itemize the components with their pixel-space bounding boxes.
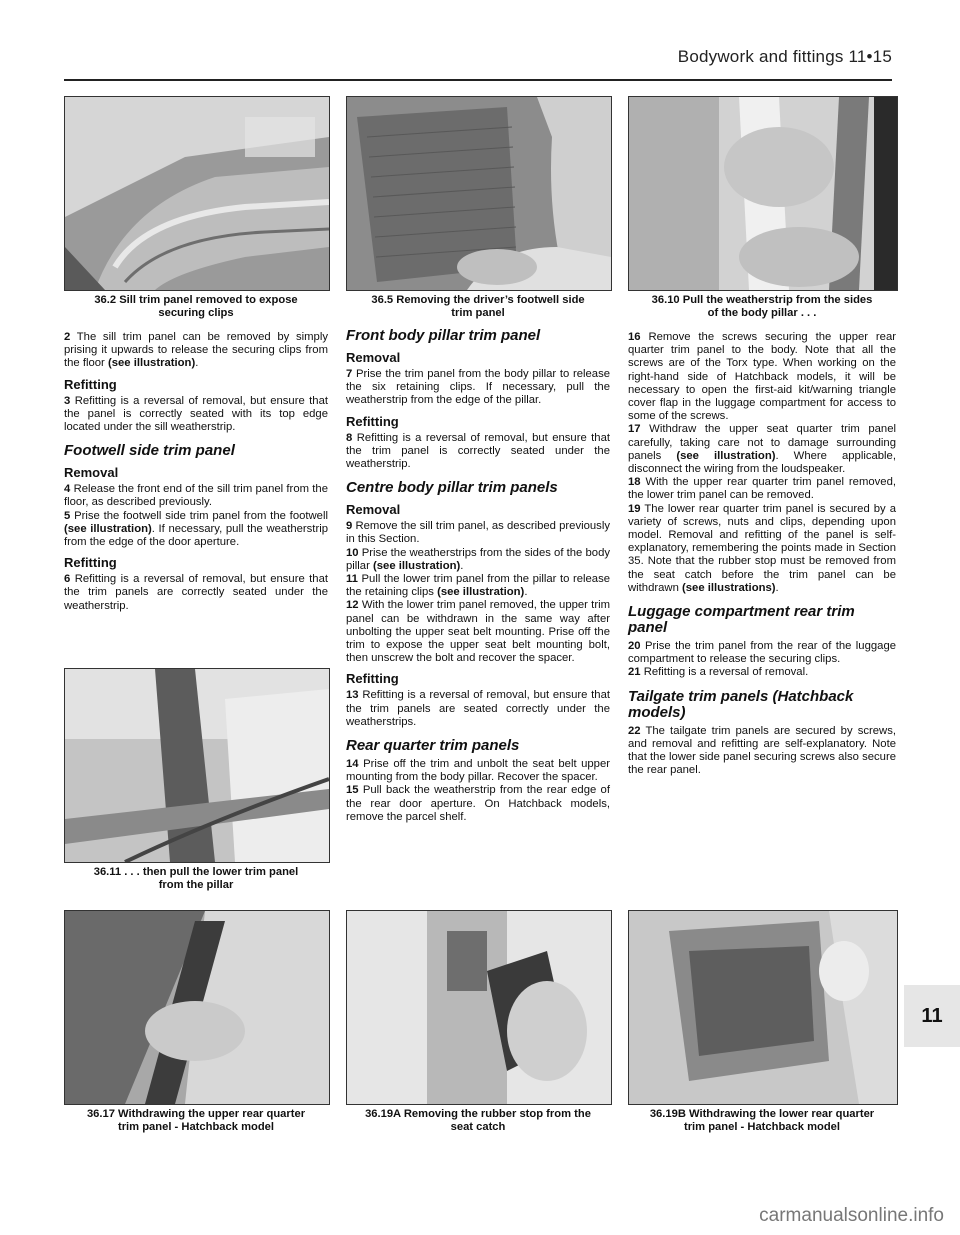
caption-line: trim panel - Hatchback model xyxy=(117,1121,275,1133)
chapter-tab: 11 xyxy=(904,985,960,1047)
caption-36-10 xyxy=(628,294,896,320)
caption-line: trim panel - Hatchback model xyxy=(683,1121,841,1133)
step-text: . xyxy=(460,559,464,572)
step-text: Refitting is a reversal of removal, but ensure that the panel is correctly seated with its top edge located under the sill weatherstrip. xyxy=(64,394,329,434)
step-text: Refitting is a reversal of removal, but ensure that the trim panels are correctly seated under the weatherstrip. xyxy=(64,573,329,612)
step-number: 18 xyxy=(628,476,641,489)
step-number: 11 xyxy=(346,573,358,586)
caption-36-2 xyxy=(64,294,328,320)
heading-refitting: Refitting xyxy=(346,671,399,687)
heading-footwell: Footwell side trim panel xyxy=(64,442,235,460)
step-text: . If necessary, pull the weatherstrip from the edge of the door aperture. xyxy=(64,522,328,549)
step-text: . xyxy=(775,581,779,594)
step-text: Pull back the weatherstrip from the rear edge of the rear door aperture. On Hatchback models, remove the parcel shelf. xyxy=(346,784,610,823)
paragraph-11 xyxy=(346,573,610,599)
step-text: . Where applicable, disconnect the wiring from the loudspeaker. xyxy=(628,449,896,476)
step-text: Refitting is a reversal of removal. xyxy=(643,666,809,679)
photo-rubber-stop-seat-catch xyxy=(346,910,612,1105)
text-column-2 xyxy=(346,324,610,824)
step-text: Pull the lower trim panel from the pillar to release the retaining clips xyxy=(346,573,611,599)
step-number: 10 xyxy=(346,546,359,559)
caption-36-11 xyxy=(64,866,328,892)
illustration-ref: (see illustrations) xyxy=(682,581,776,594)
step-text: Remove the screws securing the upper rear quarter trim panel to the body. Note that all the screws are of the Torx type. When working on the right-hand side of Hatchback models, it will be necessary to open the first-aid kit/warning triangle cover flap in the luggage compartment for access to some of the screws. xyxy=(628,331,896,423)
step-text: Prise off the trim and unbolt the seat belt upper mounting from the body pillar. Recover the spacer. xyxy=(346,758,610,784)
step-number: 14 xyxy=(346,758,359,771)
photo-lower-rear-quarter-trim xyxy=(628,910,898,1105)
photo-upper-rear-quarter-trim xyxy=(64,910,330,1105)
caption-line: 36.19B Withdrawing the lower rear quarter xyxy=(649,1108,875,1120)
caption-36-19a xyxy=(346,1108,610,1134)
step-number: 3 xyxy=(64,394,71,407)
caption-line: 36.11 . . . then pull the lower trim panel xyxy=(93,866,299,878)
step-text: . xyxy=(524,586,528,599)
step-text: . xyxy=(195,357,199,370)
step-text: With the lower trim panel removed, the upper trim panel can be withdrawn in the same way after unbolting the upper seat belt mounting. Prise off the trim to expose the upper seat belt mounting bolt, then unscrew the bolt and recover the spacer. xyxy=(346,599,611,665)
step-number: 9 xyxy=(346,520,353,533)
heading-removal: Removal xyxy=(346,502,401,518)
caption-line: from the pillar xyxy=(158,879,234,891)
caption-line: 36.5 Removing the driver’s footwell side xyxy=(371,294,585,306)
step-text: Prise the trim panel from the body pillar to release the six retaining clips. If necessary, pull the weatherstrip from the edge of the pillar. xyxy=(346,368,610,407)
step-number: 21 xyxy=(628,666,641,679)
step-text: The sill trim panel can be removed by simply prising it upwards to release the securing clips from the floor xyxy=(64,331,329,370)
paragraph-7 xyxy=(346,368,610,408)
photo-sill-trim-panel xyxy=(64,96,330,291)
paragraph-3 xyxy=(64,395,328,435)
paragraph-18 xyxy=(628,476,896,502)
paragraph-19 xyxy=(628,503,896,595)
paragraph-15 xyxy=(346,784,610,824)
step-number: 12 xyxy=(346,599,359,612)
paragraph-13 xyxy=(346,689,610,729)
caption-line: seat catch xyxy=(450,1121,506,1133)
caption-line: securing clips xyxy=(158,307,234,319)
caption-line: 36.17 Withdrawing the upper rear quarter xyxy=(86,1108,306,1120)
photo-lower-trim-panel xyxy=(64,668,330,863)
heading-refitting: Refitting xyxy=(346,413,399,429)
heading-luggage: Luggage compartment rear trim panel xyxy=(628,603,855,637)
photo-footwell-side-trim xyxy=(346,96,612,291)
text-column-1 xyxy=(64,331,328,613)
illustration-ref: (see illustration) xyxy=(676,449,776,462)
paragraph-14 xyxy=(346,758,610,784)
caption-line: 36.2 Sill trim panel removed to expose xyxy=(94,294,298,306)
text-column-3 xyxy=(628,331,896,777)
paragraph-21 xyxy=(628,666,896,679)
paragraph-9 xyxy=(346,520,610,546)
page-header-title: Bodywork and fittings 11•15 xyxy=(677,47,892,66)
caption-line: 36.10 Pull the weatherstrip from the sides xyxy=(651,294,873,306)
step-text: With the upper rear quarter trim panel removed, the lower trim panel can be removed. xyxy=(628,476,896,502)
heading-front-pillar: Front body pillar trim panel xyxy=(346,327,541,344)
heading-removal: Removal xyxy=(64,465,119,481)
paragraph-16 xyxy=(628,331,896,423)
paragraph-20 xyxy=(628,640,896,666)
illustration-ref: (see illustration) xyxy=(107,357,196,370)
step-number: 6 xyxy=(64,573,71,586)
step-number: 17 xyxy=(628,423,641,436)
step-text: Prise the footwell side trim panel from the footwell xyxy=(74,509,328,522)
step-text: Refitting is a reversal of removal, but ensure that the trim panels are seated correctly under the weatherstrips. xyxy=(346,689,611,728)
illustration-ref: (see illustration) xyxy=(64,522,152,535)
photo-weatherstrip-pillar xyxy=(628,96,898,291)
paragraph-8 xyxy=(346,432,610,472)
step-number: 15 xyxy=(346,784,359,797)
step-text: The lower rear quarter trim panel is secured by a variety of screws, nuts and clips, depending upon model. Removal and refitting of the panel is self-explanatory, remembering the points made in Section 35. Note that the rubber stop must be removed from the seat catch before the trim panel can be withdrawn xyxy=(628,502,896,594)
step-text: Withdraw the upper seat quarter trim panel carefully, taking care not to damage surrounding panels xyxy=(628,423,896,462)
step-text: Refitting is a reversal of removal, but ensure that the trim panel is correctly seated under the weatherstrip. xyxy=(346,431,611,471)
caption-36-19b xyxy=(628,1108,896,1134)
step-text: Remove the sill trim panel, as described previously in this Section. xyxy=(346,520,610,546)
paragraph-4 xyxy=(64,483,328,509)
step-text: Release the front end of the sill trim panel from the floor, as described previously. xyxy=(64,483,328,509)
step-text: Prise the trim panel from the rear of the luggage compartment to release the securing clips. xyxy=(628,640,897,666)
heading-refitting: Refitting xyxy=(64,555,117,571)
step-number: 5 xyxy=(64,509,71,522)
heading-centre-pillar: Centre body pillar trim panels xyxy=(346,479,558,497)
heading-rear-quarter: Rear quarter trim panels xyxy=(346,737,520,755)
paragraph-10 xyxy=(346,547,610,573)
step-number: 2 xyxy=(64,331,71,343)
step-number: 19 xyxy=(628,502,641,515)
step-number: 13 xyxy=(346,689,359,702)
watermark: carmanualsonline.info xyxy=(759,1205,944,1226)
paragraph-6 xyxy=(64,573,328,613)
header-rule xyxy=(64,79,892,81)
heading-refitting: Refitting xyxy=(64,376,117,392)
step-number: 22 xyxy=(628,724,641,737)
paragraph-12 xyxy=(346,599,610,665)
paragraph-17 xyxy=(628,423,896,476)
step-number: 16 xyxy=(628,331,641,343)
caption-line: 36.19A Removing the rubber stop from the xyxy=(365,1108,591,1120)
illustration-ref: (see illustration) xyxy=(437,586,525,599)
caption-line: of the body pillar . . . xyxy=(707,307,817,319)
step-text: The tailgate trim panels are secured by screws, and removal and refitting are self-explanatory. Note that the lower side panel securing screws also secure the rear panel. xyxy=(628,724,896,777)
step-number: 4 xyxy=(64,483,71,496)
step-number: 8 xyxy=(346,431,353,444)
paragraph-2 xyxy=(64,331,328,371)
paragraph-5 xyxy=(64,510,328,550)
paragraph-22 xyxy=(628,725,896,778)
step-text: Prise the weatherstrips from the sides of the body pillar xyxy=(346,546,610,572)
caption-36-17 xyxy=(64,1108,328,1134)
caption-36-5 xyxy=(346,294,610,320)
caption-line: trim panel xyxy=(451,307,505,319)
heading-removal: Removal xyxy=(346,350,401,365)
step-number: 7 xyxy=(346,368,353,380)
step-number: 20 xyxy=(628,640,641,653)
illustration-ref: (see illustration) xyxy=(373,559,461,572)
heading-tailgate: Tailgate trim panels (Hatchback models) xyxy=(628,687,854,721)
